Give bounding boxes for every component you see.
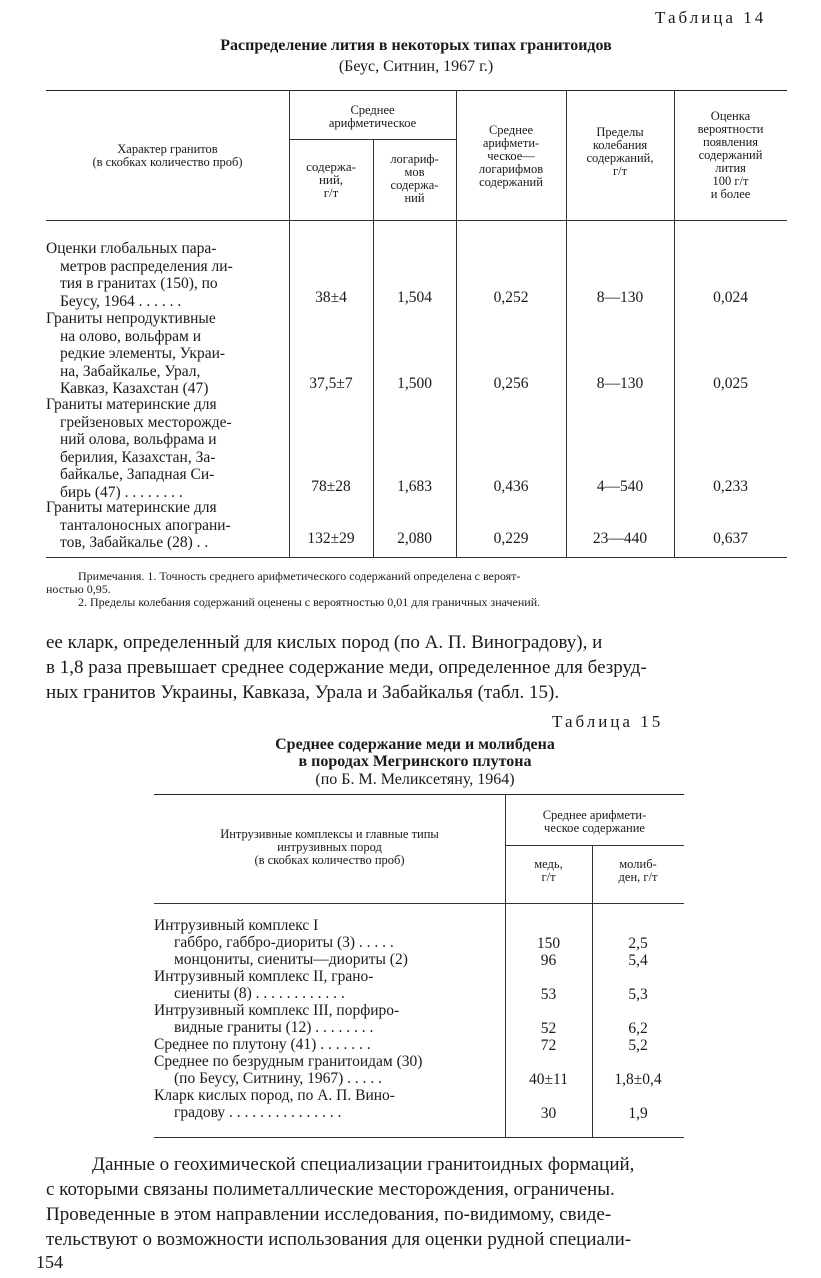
t15-cell-copper: 96 [540, 952, 557, 969]
t14-header-character: Характер гранитов (в скобках количество проб) [92, 142, 243, 169]
t14-header-probability: Оценка вероятности появления содержаний лития 100 г/т и более [697, 109, 764, 201]
t14-cell-log: 2,080 [397, 530, 432, 547]
paragraph-line: тельствуют о возможности использования для оценки рудной специали- [46, 1229, 632, 1250]
t15-header-copper: медь, г/т [534, 857, 563, 884]
t14-cell-content: 132±29 [307, 530, 355, 547]
t15-row-label: Интрузивный комплекс II, грано- сиениты (8) . . . . . . . . . . . . [154, 968, 374, 1002]
t14-cell-arith-log: 0,436 [493, 478, 529, 495]
t14-note-1-cont: ностью 0,95. [46, 582, 111, 596]
t14-header-log-content: логариф- мов содержа- ний [390, 152, 439, 205]
t15-cell-copper: 150 [536, 935, 561, 952]
t15-cell-molybdenum: 1,9 [628, 1105, 648, 1122]
t14-cell-arith-log: 0,229 [493, 530, 529, 547]
t14-header-arith-log-mean: Среднее арифмети- ческое— логарифмов содержаний [478, 123, 544, 189]
paragraph-line: Проведенные в этом направлении исследования, по-видимому, свиде- [46, 1204, 612, 1225]
t15-cell-molybdenum: 5,3 [628, 986, 648, 1003]
t14-cell-probability: 0,024 [713, 289, 748, 306]
t14-cell-range: 8—130 [596, 375, 644, 392]
t14-row-label: Оценки глобальных пара- метров распределения ли- тия в гранитах (150), по Беусу, 1964 . . . . . . [46, 240, 233, 310]
paragraph-line: ных гранитов Украины, Кавказа, Урала и Забайкалья (табл. 15). [46, 682, 560, 703]
t14-cell-log: 1,500 [397, 375, 432, 392]
paragraph-line: ее кларк, определенный для кислых пород (по А. П. Виноградову), и [46, 632, 603, 653]
t15-row-label: габбро, габбро-диориты (3) . . . . . [174, 934, 394, 951]
t15-cell-copper: 53 [540, 986, 557, 1003]
t14-cell-content: 37,5±7 [309, 375, 353, 392]
t15-cell-molybdenum: 2,5 [628, 935, 648, 952]
t15-cell-copper: 30 [540, 1105, 557, 1122]
table14-title: Распределение лития в некоторых типах гранитоидов [220, 37, 612, 54]
t15-row-label: Кларк кислых пород, по А. П. Вино- градову . . . . . . . . . . . . . . . [154, 1087, 395, 1121]
table14-label: Таблица 14 [655, 8, 767, 27]
t15-header-complexes: Интрузивные комплексы и главные типы интрузивных пород (в скобках количество проб) [220, 827, 439, 867]
t14-cell-range: 4—540 [596, 478, 644, 495]
t15-cell-molybdenum: 6,2 [628, 1020, 648, 1037]
table15-label: Таблица 15 [552, 712, 664, 731]
t15-row-label: монцониты, сиениты—диориты (2) [174, 951, 408, 968]
t14-cell-arith-log: 0,252 [493, 289, 529, 306]
table15-subtitle: (по Б. М. Меликсетяну, 1964) [315, 771, 515, 788]
paragraph-line: с которыми связаны полиметаллические месторождения, ограничены. [46, 1179, 615, 1200]
t14-note-1: Примечания. 1. Точность среднего арифметического содержаний определена с вероят- [78, 569, 521, 583]
t14-row-label: Граниты материнские для грейзеновых месторожде- ний олова, вольфрама и берилия, Казахстан, За- байкалье, Западная Си- бирь (47) . . . . . . . . [46, 396, 232, 501]
t14-cell-content: 78±28 [311, 478, 351, 495]
t14-header-range: Пределы колебания содержаний, г/т [586, 125, 654, 178]
t14-cell-probability: 0,233 [713, 478, 748, 495]
t14-row-label: Граниты материнские для танталоносных апограни- тов, Забайкалье (28) . . [46, 499, 231, 552]
t14-header-content: содержа- ний, г/т [306, 159, 356, 200]
page-number: 154 [36, 1252, 63, 1272]
t14-cell-range: 8—130 [596, 289, 644, 306]
t14-cell-content: 38±4 [315, 289, 347, 306]
t14-note-2: 2. Пределы колебания содержаний оценены с вероятностью 0,01 для граничных значений. [78, 595, 541, 609]
paragraph-line: Данные о геохимической специализации гранитоидных формаций, [92, 1154, 635, 1175]
t14-cell-range: 23—440 [592, 530, 648, 547]
table14-subtitle: (Беус, Ситнин, 1967 г.) [338, 58, 494, 75]
t14-cell-log: 1,504 [397, 289, 432, 306]
t14-header-arith-mean-group: Среднее арифметическое [328, 103, 417, 130]
t15-cell-molybdenum: 5,4 [628, 952, 648, 969]
t15-cell-copper: 40±11 [529, 1071, 568, 1088]
t15-cell-molybdenum: 5,2 [628, 1037, 648, 1054]
paragraph-line: в 1,8 раза превышает среднее содержание меди, определенное для безруд- [46, 657, 647, 678]
t14-cell-probability: 0,637 [713, 530, 748, 547]
t15-cell-copper: 72 [540, 1037, 557, 1054]
t15-row-label: Среднее по плутону (41) . . . . . . . [154, 1036, 371, 1053]
t14-cell-arith-log: 0,256 [493, 375, 529, 392]
table15-title: Среднее содержание меди и молибдена [275, 736, 555, 753]
t15-header-molybdenum: молиб- ден, г/т [618, 857, 658, 884]
table15-title-line2: в породах Мегринского плутона [298, 753, 532, 770]
t14-cell-probability: 0,025 [713, 375, 748, 392]
t15-row-label: Среднее по безрудным гранитоидам (30) (по Беусу, Ситнину, 1967) . . . . . [154, 1053, 423, 1087]
t15-row-label: Интрузивный комплекс I [154, 917, 319, 934]
t15-header-mean-group: Среднее арифмети- ческое содержание [542, 808, 647, 835]
t14-row-label: Граниты непродуктивные на олово, вольфрам и редкие элементы, Украи- на, Забайкалье, Урал, Кавказ, Казахстан (47) [46, 310, 226, 398]
t14-cell-log: 1,683 [397, 478, 432, 495]
t15-cell-copper: 52 [540, 1020, 557, 1037]
t15-cell-molybdenum: 1,8±0,4 [614, 1071, 662, 1088]
t15-row-label: Интрузивный комплекс III, порфиро- видные граниты (12) . . . . . . . . [154, 1002, 400, 1036]
